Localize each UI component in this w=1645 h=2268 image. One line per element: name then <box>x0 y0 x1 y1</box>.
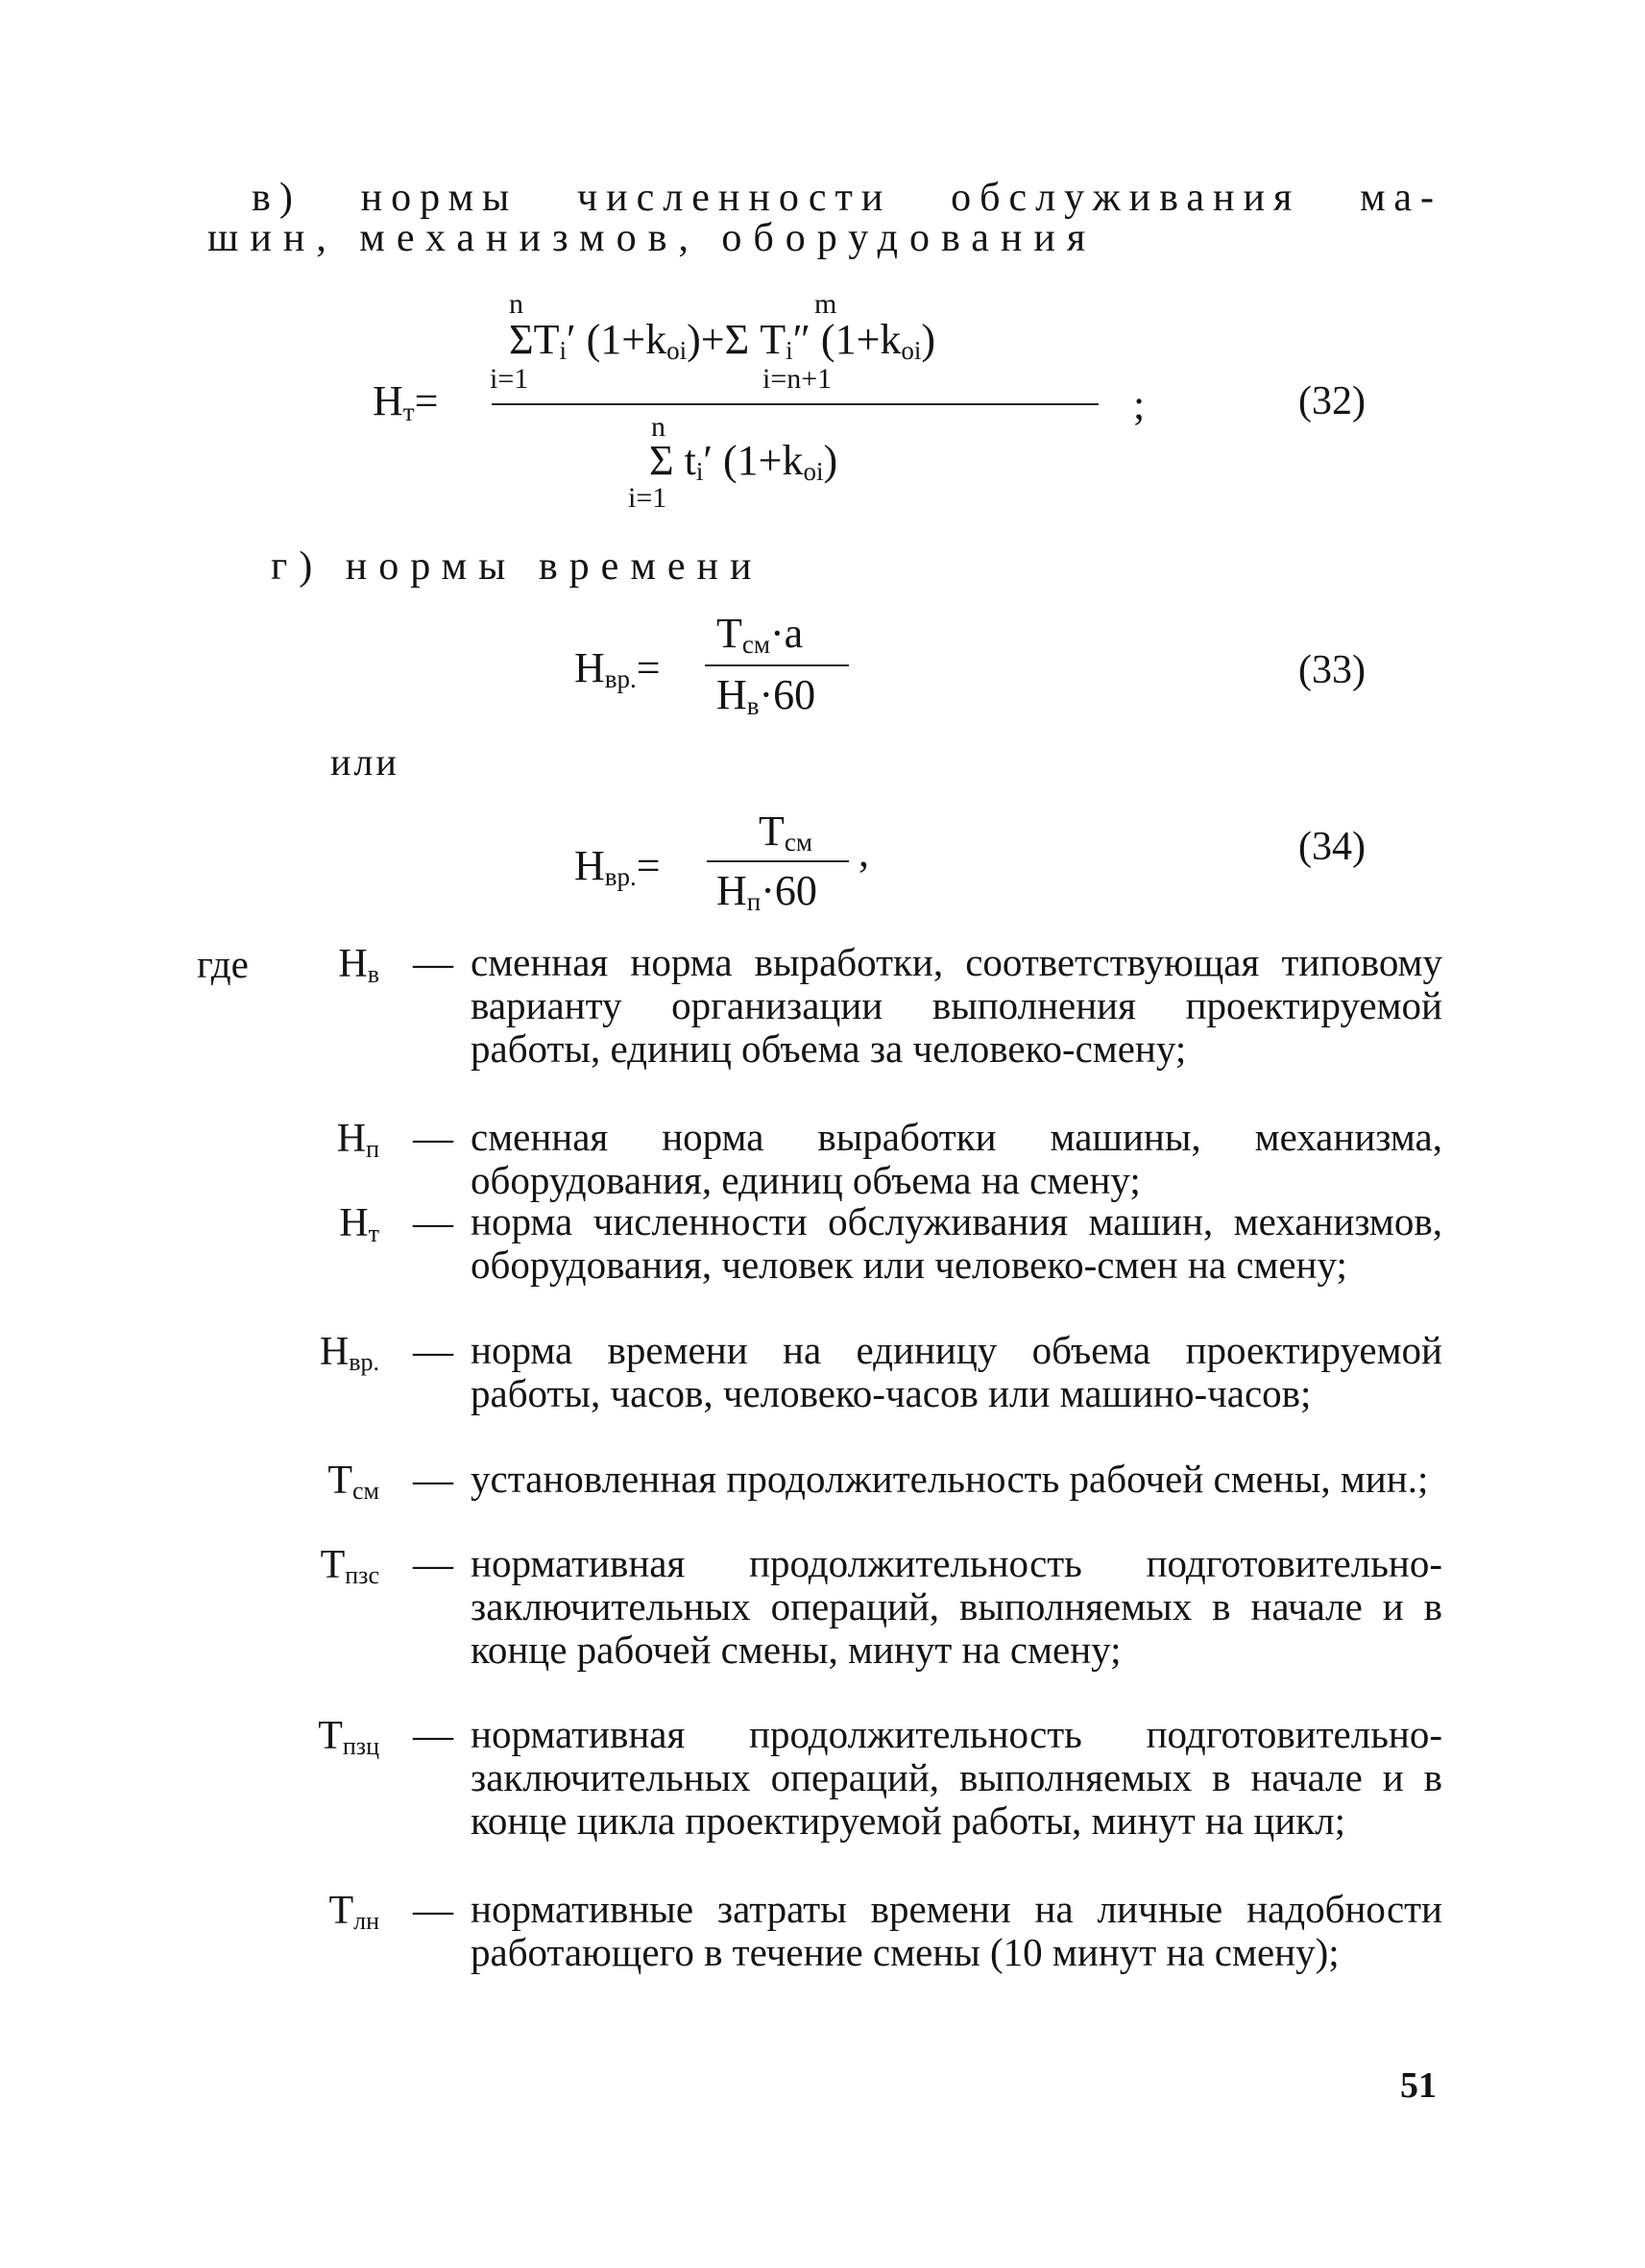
definition-dash: — <box>413 1889 453 1933</box>
formula-32-num-term1-rest: ′ (1+k <box>567 316 667 363</box>
definition-dash: — <box>413 1543 453 1587</box>
definition-text: норма времени на единицу объема проектируемой работы, часов, человеко-часов или машино-часов; <box>471 1328 1442 1415</box>
definition-dash: — <box>413 1117 453 1161</box>
formula-32-num-upper2: m <box>814 288 837 320</box>
where-label: где <box>197 942 249 986</box>
definition-symbol: $T_{лн}$ <box>328 1889 379 1935</box>
formula-34-numerator: $T_{см}$ <box>759 808 812 857</box>
formula-34-num-sub: см <box>784 828 812 857</box>
formula-32-den-upper: n <box>651 411 665 443</box>
formula-34-lhs-sub: вр. <box>604 862 637 891</box>
formula-32-num-term2-rest: ″ (1+k <box>792 316 902 363</box>
definition-text: сменная норма выработки, соответствующая типовому варианту организации выполнения проектируемой работы, единиц объема за человеко-смену; <box>471 940 1442 1071</box>
definition-text: установленная продолжительность рабочей смены, мин.; <box>471 1457 1429 1501</box>
formula-34-lhs: $Н_{вр.}=$ <box>574 842 661 891</box>
formula-34-den-sub: п <box>746 887 762 916</box>
definition-symbol-sub: см <box>352 1477 379 1505</box>
formula-34-denominator: $Н_п\cdot 60$ <box>716 867 817 916</box>
definition-symbol: $Н_{вр.}$ <box>319 1330 379 1376</box>
formula-32-num-term1-k-sub: oi <box>666 336 688 365</box>
definition-dash: — <box>413 1330 453 1374</box>
section-v-heading-line2: шин, механизмов, оборудования <box>207 216 1098 260</box>
formula-32-fraction-line <box>492 403 1099 405</box>
formula-32-num-term1-close: ) <box>687 316 701 363</box>
definition-dash: — <box>413 1459 453 1503</box>
formula-33-num-sub: см <box>741 630 770 659</box>
formula-33-denominator: $Н_в\cdot 60$ <box>716 671 816 720</box>
formula-32-num-term1: ΣT <box>509 316 560 363</box>
formula-32-num-term2-sub: i <box>786 336 793 365</box>
formula-32-num-plus: +Σ T <box>700 316 786 363</box>
formula-32-semicolon: ; <box>1133 381 1146 428</box>
definition-symbol-sub: п <box>366 1135 379 1163</box>
definition-text: нормативная продолжительность подготовительно-заключительных операций, выполняемых в начале и в конце цикла проектируемой работы, минут на цикл; <box>471 1712 1442 1843</box>
formula-32-num-term1-sub: i <box>559 336 568 365</box>
formula-32-lhs: $Н_т=$ <box>373 377 439 426</box>
word-or: или <box>330 740 399 784</box>
definition-symbol: $Н_п$ <box>336 1117 379 1163</box>
formula-33-den-sub: в <box>746 691 760 720</box>
definition-symbol: $T_{пзц}$ <box>318 1714 379 1760</box>
formula-33-numerator: $T_{см}\cdot a$ <box>716 610 804 659</box>
definition-text: сменная норма выработки машины, механизма, оборудования, единиц объема на смену; <box>471 1115 1442 1202</box>
formula-32-den-lower: i=1 <box>628 482 667 514</box>
section-v-heading-line1: в) нормы численности обслуживания ма- <box>252 176 1442 220</box>
formula-32-numerator <box>509 315 935 366</box>
formula-34-eq: = <box>636 842 661 889</box>
formula-32-eq: = <box>414 377 439 424</box>
definition-text: нормативные затраты времени на личные надобности работающего в течение смены (10 минут на смену); <box>471 1887 1442 1974</box>
formula-33-eq: = <box>636 644 661 691</box>
definition-text: норма численности обслуживания машин, механизмов, оборудования, человек или человеко-смен на смену; <box>471 1199 1442 1287</box>
definition-symbol: $T_{см}$ <box>327 1459 379 1505</box>
formula-32-number: (32) <box>1298 379 1366 423</box>
formula-34-comma: , <box>859 829 869 876</box>
definition-symbol: $Н_т$ <box>339 1201 379 1247</box>
definition-symbol: $Н_в$ <box>338 942 379 988</box>
definition-symbol-sub: вр. <box>349 1348 379 1376</box>
definition-symbol-sub: лн <box>353 1907 379 1935</box>
section-g-heading: г) нормы времени <box>271 544 763 589</box>
definition-symbol-sub: в <box>367 960 379 988</box>
definition-dash: — <box>413 1714 453 1758</box>
definition-dash: — <box>413 942 453 986</box>
definition-dash: — <box>413 1201 453 1245</box>
formula-34-number: (34) <box>1298 825 1366 869</box>
formula-32-num-lower2: i=n+1 <box>762 363 833 395</box>
formula-33-lhs: $Н_{вр.}=$ <box>574 644 661 693</box>
definition-text: нормативная продолжительность подготовительно-заключительных операций, выполняемых в начале и в конце рабочей смены, минут на смену; <box>471 1541 1442 1672</box>
page-number: 51 <box>1400 2065 1437 2106</box>
formula-32-num-term2-close: ) <box>921 316 936 363</box>
formula-32-num-lower1: i=1 <box>490 363 529 395</box>
formula-32-lhs-sub: т <box>402 398 415 426</box>
definition-symbol-sub: т <box>368 1219 379 1247</box>
formula-32-num-upper1: n <box>509 288 523 320</box>
formula-33-lhs-sub: вр. <box>604 664 637 693</box>
formula-32-den-sub: i <box>695 457 704 486</box>
formula-32-denominator: Σ $t_i'$ $(1+k_{oi})$ <box>649 437 838 486</box>
formula-33-fraction-line <box>705 664 849 666</box>
definition-symbol-sub: пзс <box>345 1561 379 1589</box>
definition-symbol-sub: пзц <box>342 1732 379 1760</box>
formula-33-number: (33) <box>1298 648 1366 692</box>
formula-32-den-k-sub: oi <box>803 457 824 486</box>
formula-32-num-term2-k-sub: oi <box>901 336 922 365</box>
definition-symbol: $T_{пзс}$ <box>320 1543 379 1589</box>
formula-34-fraction-line <box>707 860 849 862</box>
